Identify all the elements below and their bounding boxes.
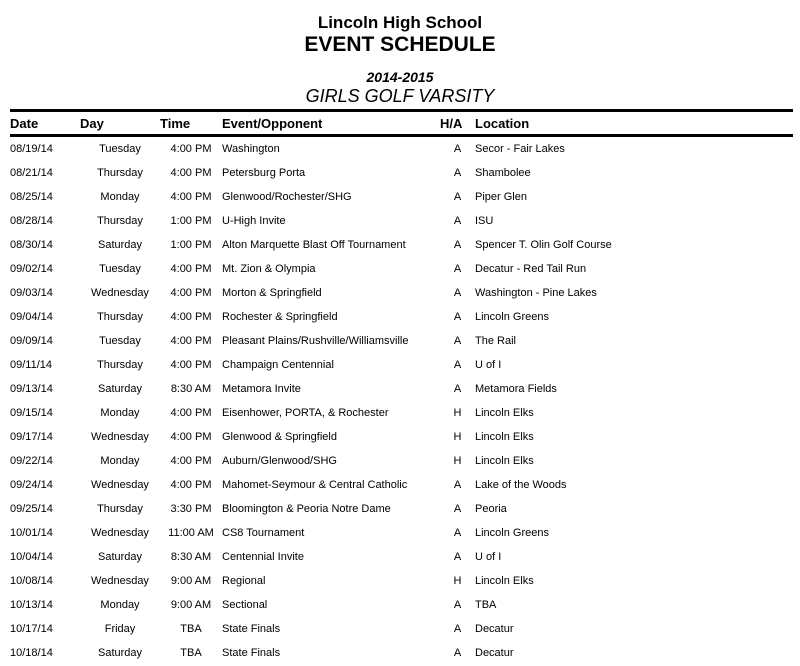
- table-row: [10, 401, 793, 425]
- table-row: [10, 593, 793, 617]
- table-row: [10, 136, 793, 162]
- cell-event: Sectional: [222, 599, 268, 611]
- cell-loc: Peoria: [475, 503, 507, 515]
- cell-ha: A: [453, 311, 462, 323]
- cell-date: 08/28/14: [10, 215, 53, 227]
- cell-time: 4:00 PM: [170, 263, 212, 275]
- cell-ha: A: [453, 527, 462, 539]
- cell-event: Auburn/Glenwood/SHG: [222, 455, 337, 467]
- cell-time: 4:00 PM: [170, 143, 212, 155]
- cell-loc: U of I: [475, 551, 502, 563]
- cell-day: Saturday: [97, 383, 143, 395]
- cell-event: Centennial Invite: [222, 551, 304, 563]
- cell-ha: A: [453, 479, 462, 491]
- cell-ha: A: [453, 623, 462, 635]
- cell-time: 4:00 PM: [170, 167, 212, 179]
- cell-time: 4:00 PM: [170, 335, 212, 347]
- cell-day: Tuesday: [99, 263, 141, 275]
- cell-day: Saturday: [97, 239, 143, 251]
- cell-time: 4:00 PM: [170, 191, 212, 203]
- cell-date: 10/17/14: [10, 623, 53, 635]
- cell-day: Thursday: [97, 215, 143, 227]
- cell-loc: Secor - Fair Lakes: [475, 143, 565, 155]
- cell-date: 08/21/14: [10, 167, 53, 179]
- column-header-day: Day: [80, 111, 160, 136]
- cell-ha: A: [453, 383, 462, 395]
- cell-date: 09/24/14: [10, 479, 53, 491]
- cell-ha: H: [453, 575, 462, 587]
- cell-date: 10/18/14: [10, 647, 53, 659]
- cell-date: 09/03/14: [10, 287, 53, 299]
- cell-time: 1:00 PM: [170, 239, 212, 251]
- school-name: Lincoln High School: [317, 13, 483, 32]
- cell-time: 4:00 PM: [170, 479, 212, 491]
- cell-event: State Finals: [222, 623, 281, 635]
- cell-ha: A: [453, 647, 462, 659]
- cell-day: Tuesday: [99, 335, 141, 347]
- cell-day: Wednesday: [91, 479, 149, 491]
- table-row: [10, 497, 793, 521]
- table-row: [10, 473, 793, 497]
- cell-date: 08/25/14: [10, 191, 53, 203]
- cell-event: Bloomington & Peoria Notre Dame: [222, 503, 391, 515]
- cell-date: 09/17/14: [10, 431, 53, 443]
- cell-time: 1:00 PM: [170, 215, 212, 227]
- table-row: [10, 161, 793, 185]
- table-row: [10, 641, 793, 665]
- cell-day: Monday: [100, 599, 140, 611]
- cell-day: Wednesday: [91, 431, 149, 443]
- cell-event: Morton & Springfield: [222, 287, 322, 299]
- season-label: 2014-2015: [366, 69, 434, 85]
- cell-ha: A: [453, 359, 462, 371]
- cell-day: Wednesday: [91, 287, 149, 299]
- schedule-body: [10, 136, 793, 666]
- cell-day: Saturday: [97, 647, 143, 659]
- table-row: [10, 305, 793, 329]
- cell-time: TBA: [180, 647, 202, 659]
- cell-day: Thursday: [97, 359, 143, 371]
- cell-loc: Lincoln Greens: [475, 311, 549, 323]
- cell-loc: U of I: [475, 359, 502, 371]
- cell-loc: Lincoln Elks: [475, 575, 534, 587]
- table-row: [10, 449, 793, 473]
- cell-ha: A: [453, 335, 462, 347]
- cell-time: 8:30 AM: [170, 383, 212, 395]
- table-row: [10, 353, 793, 377]
- page-title: EVENT SCHEDULE: [304, 33, 496, 56]
- cell-event: Washington: [222, 143, 280, 155]
- cell-day: Thursday: [97, 167, 143, 179]
- schedule-table: [10, 109, 793, 665]
- cell-loc: Lincoln Elks: [475, 407, 534, 419]
- cell-date: 09/11/14: [10, 359, 53, 371]
- cell-loc: Shambolee: [475, 167, 531, 179]
- column-header-event: Event/Opponent: [222, 111, 440, 136]
- cell-time: 9:00 AM: [170, 599, 212, 611]
- column-header-location: Location: [475, 111, 793, 136]
- cell-loc: Piper Glen: [475, 191, 527, 203]
- cell-date: 08/30/14: [10, 239, 53, 251]
- cell-ha: A: [453, 167, 462, 179]
- cell-time: 4:00 PM: [170, 311, 212, 323]
- cell-time: 8:30 AM: [170, 551, 212, 563]
- cell-date: 10/13/14: [10, 599, 53, 611]
- table-row: [10, 521, 793, 545]
- cell-loc: Lincoln Elks: [475, 431, 534, 443]
- cell-ha: H: [453, 431, 462, 443]
- cell-event: State Finals: [222, 647, 281, 659]
- cell-date: 10/04/14: [10, 551, 53, 563]
- cell-event: Regional: [222, 575, 266, 587]
- cell-day: Wednesday: [91, 527, 149, 539]
- column-header-ha: H/A: [440, 111, 475, 136]
- cell-day: Saturday: [97, 551, 143, 563]
- table-header: [10, 111, 793, 136]
- cell-day: Thursday: [97, 503, 143, 515]
- cell-loc: ISU: [475, 215, 494, 227]
- cell-ha: A: [453, 503, 462, 515]
- cell-event: Alton Marquette Blast Off Tournament: [222, 239, 406, 251]
- cell-event: Eisenhower, PORTA, & Rochester: [222, 407, 389, 419]
- cell-time: 4:00 PM: [170, 431, 212, 443]
- cell-event: Rochester & Springfield: [222, 311, 338, 323]
- cell-event: Petersburg Porta: [222, 167, 306, 179]
- cell-event: Pleasant Plains/Rushville/Williamsville: [222, 335, 409, 347]
- cell-ha: A: [453, 191, 462, 203]
- cell-date: 09/22/14: [10, 455, 53, 467]
- cell-day: Friday: [104, 623, 136, 635]
- table-row: [10, 257, 793, 281]
- cell-ha: H: [453, 407, 462, 419]
- table-row: [10, 425, 793, 449]
- table-row: [10, 617, 793, 641]
- cell-day: Thursday: [97, 311, 143, 323]
- document-header: [0, 12, 800, 107]
- cell-event: CS8 Tournament: [222, 527, 305, 539]
- cell-event: U-High Invite: [222, 215, 286, 227]
- cell-ha: A: [453, 263, 462, 275]
- cell-event: Champaign Centennial: [222, 359, 334, 371]
- cell-loc: TBA: [475, 599, 497, 611]
- cell-ha: A: [453, 551, 462, 563]
- table-row: [10, 185, 793, 209]
- cell-ha: A: [453, 287, 462, 299]
- cell-date: 08/19/14: [10, 143, 53, 155]
- table-header-row: [10, 111, 793, 136]
- cell-day: Monday: [100, 407, 140, 419]
- cell-loc: Spencer T. Olin Golf Course: [475, 239, 612, 251]
- cell-day: Wednesday: [91, 575, 149, 587]
- cell-time: 4:00 PM: [170, 407, 212, 419]
- column-header-date: Date: [10, 111, 80, 136]
- cell-time: 11:00 AM: [168, 527, 214, 539]
- cell-ha: H: [453, 455, 462, 467]
- table-row: [10, 329, 793, 353]
- cell-time: 4:00 PM: [170, 287, 212, 299]
- cell-ha: A: [453, 215, 462, 227]
- cell-date: 09/13/14: [10, 383, 53, 395]
- cell-date: 09/15/14: [10, 407, 53, 419]
- cell-loc: Metamora Fields: [475, 383, 557, 395]
- cell-day: Monday: [100, 455, 140, 467]
- cell-event: Glenwood/Rochester/SHG: [222, 191, 352, 203]
- cell-date: 10/01/14: [10, 527, 53, 539]
- cell-time: 4:00 PM: [170, 359, 212, 371]
- cell-event: Mahomet-Seymour & Central Catholic: [222, 479, 408, 491]
- cell-loc: The Rail: [475, 335, 516, 347]
- cell-day: Monday: [100, 191, 140, 203]
- cell-ha: A: [453, 599, 462, 611]
- table-row: [10, 545, 793, 569]
- cell-date: 10/08/14: [10, 575, 53, 587]
- cell-loc: Lincoln Elks: [475, 455, 534, 467]
- cell-time: TBA: [180, 623, 202, 635]
- cell-loc: Decatur - Red Tail Run: [475, 263, 587, 275]
- table-row: [10, 569, 793, 593]
- cell-loc: Lincoln Greens: [475, 527, 549, 539]
- cell-date: 09/25/14: [10, 503, 53, 515]
- table-row: [10, 209, 793, 233]
- cell-loc: Decatur: [475, 647, 514, 659]
- cell-loc: Decatur: [475, 623, 514, 635]
- cell-event: Mt. Zion & Olympia: [222, 263, 316, 275]
- cell-date: 09/02/14: [10, 263, 53, 275]
- cell-time: 4:00 PM: [170, 455, 212, 467]
- table-row: [10, 233, 793, 257]
- cell-loc: Washington - Pine Lakes: [475, 287, 597, 299]
- cell-event: Metamora Invite: [222, 383, 301, 395]
- team-label: GIRLS GOLF VARSITY: [305, 86, 495, 106]
- cell-time: 9:00 AM: [170, 575, 212, 587]
- cell-ha: A: [453, 239, 462, 251]
- table-row: [10, 377, 793, 401]
- cell-day: Tuesday: [99, 143, 141, 155]
- table-row: [10, 281, 793, 305]
- cell-event: Glenwood & Springfield: [222, 431, 337, 443]
- cell-time: 3:30 PM: [170, 503, 212, 515]
- cell-ha: A: [453, 143, 462, 155]
- column-header-time: Time: [160, 111, 222, 136]
- cell-date: 09/04/14: [10, 311, 53, 323]
- cell-date: 09/09/14: [10, 335, 53, 347]
- cell-loc: Lake of the Woods: [475, 479, 567, 491]
